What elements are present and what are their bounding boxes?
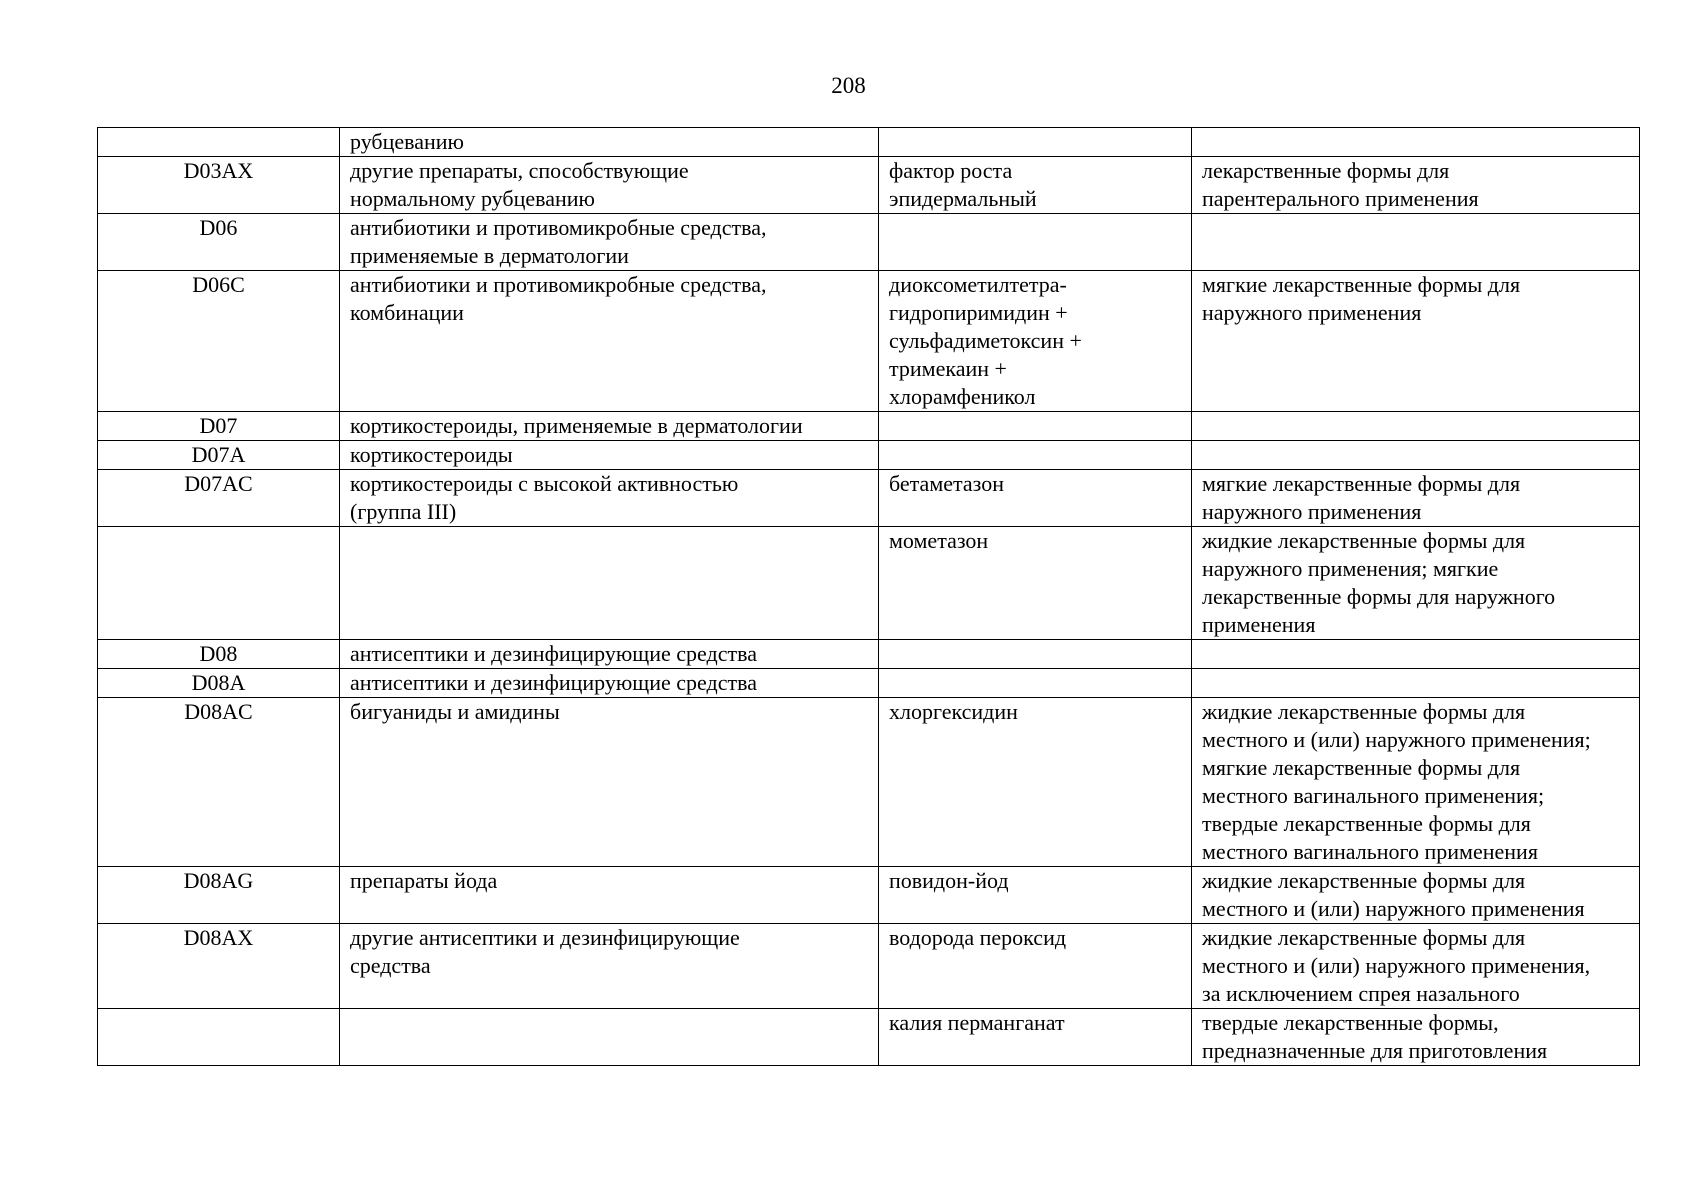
anatomical-group-cell <box>340 1009 879 1066</box>
dosage-form-cell <box>1192 867 1640 924</box>
dosage-form-line: местного вагинального применения; <box>1202 783 1545 808</box>
table-row <box>98 412 1640 441</box>
dosage-form-line: предназначенные для приготовления <box>1202 1038 1548 1063</box>
dosage-form-line: мягкие лекарственные формы для <box>1202 471 1521 496</box>
drug-name-cell <box>879 924 1192 1009</box>
anatomical-group-cell <box>340 669 879 698</box>
dosage-form-cell <box>1192 924 1640 1009</box>
drug-name-cell <box>879 1009 1192 1066</box>
atc-code-cell <box>98 470 340 527</box>
atc-code: D06C <box>192 272 245 297</box>
anatomical-group-line: препараты йода <box>350 868 498 893</box>
table-row <box>98 640 1640 669</box>
drug-name-line: хлорамфеникол <box>889 384 1036 409</box>
drug-name-line: повидон-йод <box>889 868 1009 893</box>
atc-code-cell <box>98 214 340 271</box>
anatomical-group-line: нормальному рубцеванию <box>350 186 595 211</box>
drug-name-cell <box>879 640 1192 669</box>
dosage-form-line: мягкие лекарственные формы для <box>1202 755 1521 780</box>
dosage-form-line: лекарственные формы для <box>1202 158 1450 183</box>
anatomical-group-line: антибиотики и противомикробные средства, <box>350 272 767 297</box>
anatomical-group-line: кортикостероиды с высокой активностью <box>350 471 739 496</box>
table-row <box>98 441 1640 470</box>
anatomical-group-cell <box>340 441 879 470</box>
dosage-form-cell <box>1192 640 1640 669</box>
anatomical-group-cell <box>340 412 879 441</box>
atc-code: D08AX <box>183 925 254 950</box>
atc-code-cell <box>98 640 340 669</box>
atc-code-cell <box>98 527 340 640</box>
dosage-form-line: местного вагинального применения <box>1202 839 1538 864</box>
dosage-form-line: жидкие лекарственные формы для <box>1202 868 1526 893</box>
anatomical-group-line: антисептики и дезинфицирующие средства <box>350 641 757 666</box>
table-row <box>98 157 1640 214</box>
drug-name-cell <box>879 441 1192 470</box>
dosage-form-cell <box>1192 669 1640 698</box>
anatomical-group-cell <box>340 867 879 924</box>
anatomical-group-cell <box>340 271 879 412</box>
dosage-form-line: наружного применения; мягкие <box>1202 556 1499 581</box>
drug-name-line: мометазон <box>889 528 989 553</box>
atc-code-cell <box>98 441 340 470</box>
table-row <box>98 867 1640 924</box>
anatomical-group-line: (группа III) <box>350 499 457 524</box>
table-row <box>98 271 1640 412</box>
dosage-form-line: парентерального применения <box>1202 186 1479 211</box>
drug-name-line: диоксометилтетра- <box>889 272 1067 297</box>
dosage-form-cell <box>1192 271 1640 412</box>
anatomical-group-cell <box>340 527 879 640</box>
atc-code-cell <box>98 924 340 1009</box>
anatomical-group-line: комбинации <box>350 300 464 325</box>
dosage-form-cell <box>1192 698 1640 867</box>
drug-name-cell <box>879 698 1192 867</box>
dosage-form-cell <box>1192 527 1640 640</box>
table-row <box>98 128 1640 157</box>
anatomical-group-line: рубцеванию <box>350 129 464 154</box>
anatomical-group-line: антибиотики и противомикробные средства, <box>350 215 767 240</box>
atc-code-cell <box>98 1009 340 1066</box>
dosage-form-line: местного и (или) наружного применения <box>1202 896 1585 921</box>
anatomical-group-line: другие препараты, способствующие <box>350 158 689 183</box>
atc-code: D06 <box>199 215 238 240</box>
drug-name-line: хлоргексидин <box>889 699 1018 724</box>
anatomical-group-line: средства <box>350 953 431 978</box>
dosage-form-line: наружного применения <box>1202 300 1422 325</box>
dosage-form-line: жидкие лекарственные формы для <box>1202 925 1526 950</box>
drug-name-cell <box>879 271 1192 412</box>
drug-name-cell <box>879 412 1192 441</box>
dosage-form-line: твердые лекарственные формы, <box>1202 1010 1499 1035</box>
dosage-form-cell <box>1192 470 1640 527</box>
anatomical-group-cell <box>340 157 879 214</box>
table-row <box>98 698 1640 867</box>
drug-name-line: гидропиримидин + <box>889 300 1068 325</box>
drug-name-cell <box>879 527 1192 640</box>
atc-code: D03AX <box>183 158 254 183</box>
anatomical-group-cell <box>340 698 879 867</box>
dosage-form-cell <box>1192 214 1640 271</box>
dosage-form-line: мягкие лекарственные формы для <box>1202 272 1521 297</box>
table-row <box>98 214 1640 271</box>
drug-name-line: сульфадиметоксин + <box>889 328 1082 353</box>
table-row <box>98 1009 1640 1066</box>
drug-name-line: тримекаин + <box>889 356 1007 381</box>
anatomical-group-cell <box>340 470 879 527</box>
atc-code-cell <box>98 271 340 412</box>
drug-name-cell <box>879 669 1192 698</box>
dosage-form-cell <box>1192 157 1640 214</box>
dosage-form-line: за исключением спрея назального <box>1202 981 1520 1006</box>
atc-code-cell <box>98 412 340 441</box>
drug-name-line: эпидермальный <box>889 186 1037 211</box>
drug-classification-table <box>97 127 1640 1066</box>
atc-code-cell <box>98 867 340 924</box>
anatomical-group-line: кортикостероиды <box>350 442 513 467</box>
atc-code: D07A <box>191 442 246 467</box>
anatomical-group-line: другие антисептики и дезинфицирующие <box>350 925 740 950</box>
dosage-form-cell <box>1192 412 1640 441</box>
dosage-form-cell <box>1192 1009 1640 1066</box>
drug-name-line: калия перманганат <box>889 1010 1065 1035</box>
dosage-form-cell <box>1192 441 1640 470</box>
atc-code: D08AC <box>184 699 253 724</box>
atc-code: D07AC <box>184 471 253 496</box>
drug-name-line: бетаметазон <box>889 471 1004 496</box>
page-number: 208 <box>831 73 866 98</box>
table-row <box>98 470 1640 527</box>
anatomical-group-cell <box>340 924 879 1009</box>
dosage-form-line: жидкие лекарственные формы для <box>1202 699 1526 724</box>
drug-name-cell <box>879 214 1192 271</box>
drug-name-cell <box>879 867 1192 924</box>
dosage-form-line: твердые лекарственные формы для <box>1202 811 1531 836</box>
anatomical-group-cell <box>340 214 879 271</box>
drug-name-cell <box>879 128 1192 157</box>
drug-name-cell <box>879 157 1192 214</box>
dosage-form-line: местного и (или) наружного применения; <box>1202 727 1591 752</box>
dosage-form-line: наружного применения <box>1202 499 1422 524</box>
atc-code: D07 <box>199 413 238 438</box>
atc-code-cell <box>98 128 340 157</box>
anatomical-group-line: применяемые в дерматологии <box>350 243 629 268</box>
dosage-form-cell <box>1192 128 1640 157</box>
drug-name-line: фактор роста <box>889 158 1013 183</box>
atc-code: D08A <box>191 670 246 695</box>
table-row <box>98 924 1640 1009</box>
dosage-form-line: местного и (или) наружного применения, <box>1202 953 1591 978</box>
anatomical-group-line: кортикостероиды, применяемые в дерматологии <box>350 413 803 438</box>
drug-name-line: водорода пероксид <box>889 925 1067 950</box>
table-body <box>98 128 1640 1066</box>
dosage-form-line: лекарственные формы для наружного <box>1202 584 1556 609</box>
table-row <box>98 669 1640 698</box>
dosage-form-line: жидкие лекарственные формы для <box>1202 528 1526 553</box>
table-row <box>98 527 1640 640</box>
atc-code: D08AG <box>183 868 254 893</box>
atc-code-cell <box>98 669 340 698</box>
anatomical-group-cell <box>340 128 879 157</box>
anatomical-group-cell <box>340 640 879 669</box>
atc-code: D08 <box>199 641 238 666</box>
anatomical-group-line: антисептики и дезинфицирующие средства <box>350 670 757 695</box>
anatomical-group-line: бигуаниды и амидины <box>350 699 560 724</box>
dosage-form-line: применения <box>1202 612 1316 637</box>
atc-code-cell <box>98 157 340 214</box>
drug-name-cell <box>879 470 1192 527</box>
atc-code-cell <box>98 698 340 867</box>
